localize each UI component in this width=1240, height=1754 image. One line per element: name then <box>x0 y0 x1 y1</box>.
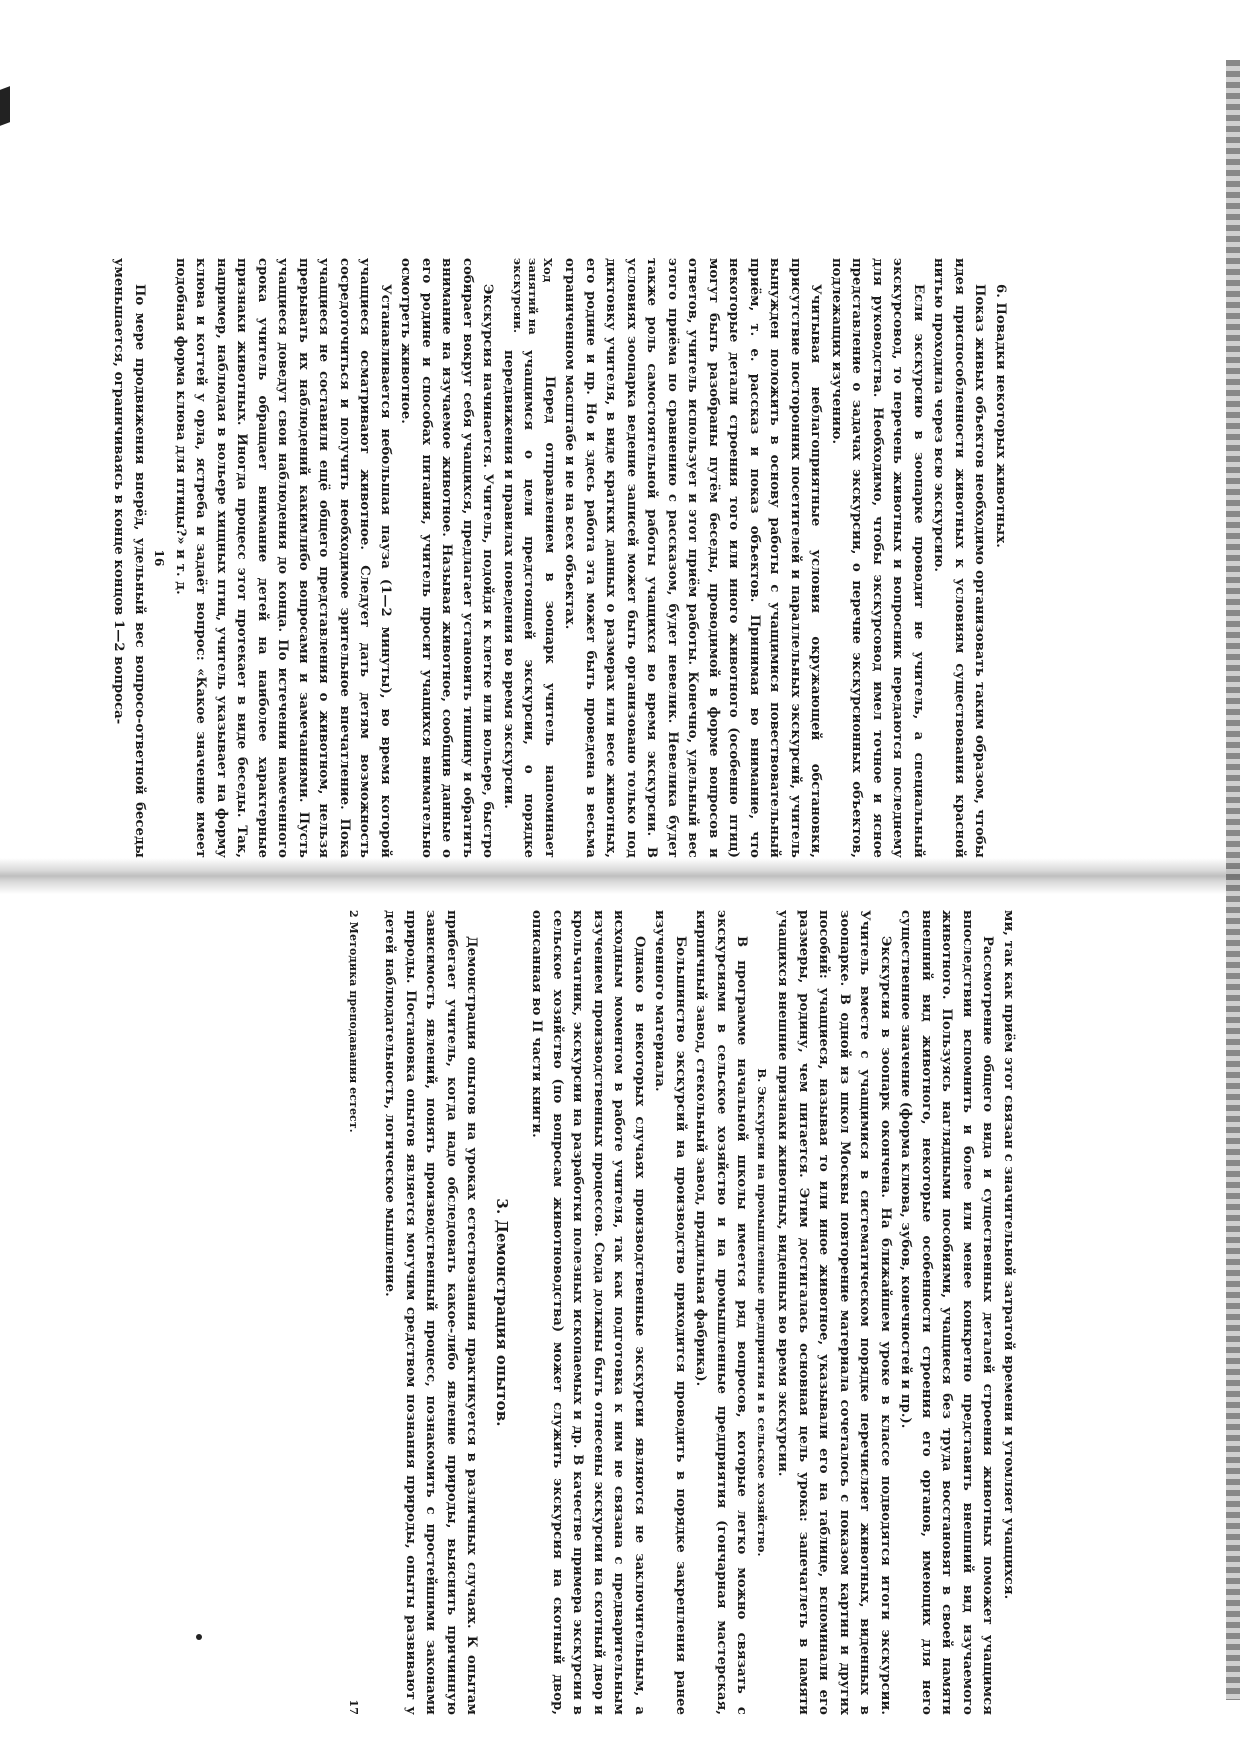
paragraph: Устанавливается небольшая пауза (1—2 минуты), во время которой учащиеся осматривают животное. Следует дать детям возможность сосредоточиться и получить необходимое зрительное впечатление. Пока учащиеся не составили ещё общего представления о животном, нельзя прерывать их наблюдений какимлибо вопросами и замечаниями. Пусть учащиеся доведут свои наблюдения до конца. По истечении намеченного срока учитель обращает внимание детей на наиболее характерные признаки животных. Иногда процесс этот протекает в виде беседы. Так, например, наблюдая в вольере хищных птиц, учитель указывает на форму клюва и когтей у орла, ястреба и задаёт вопрос: «Какое значение имеет подобная форма клюва для птицы?» и т. д. <box>173 258 393 858</box>
paragraph: Рассмотрение общего вида и существенных деталей строения животных поможет учащимся впоследствии вспомнить и более или менее конкретно представить внешний вид изучаемого животного. Пользуясь наглядными пособиями, учащиеся без труда восстановят в своей памяти внешний вид животного, некоторые особенности строения его органов, имеющих для него существенное значение (форма клюва, зубов, конечностей и пр.). <box>898 910 996 1715</box>
section-heading-6: 6. Повадки некоторых животных. <box>993 284 1008 548</box>
paragraph: Большинство экскурсий на производство приходится проводить в порядке закрепления ранее изученного материала. <box>652 910 688 1715</box>
section-heading-b: В. Экскурсии на промышленные предприятия и в сельское хозяйство. <box>755 1068 769 1557</box>
page-16-text <box>108 258 1010 858</box>
scan-edge-noise <box>1226 60 1240 1700</box>
paragraph: В программе начальной школы имеется ряд вопросов, которые легко можно связать с экскурсиями в сельское хозяйство и на промышленные предприятия (гончарная мастерская, кирпичный завод, стекольный завод, прядильная фабрика). <box>693 910 750 1715</box>
scan-mark <box>0 86 10 126</box>
paragraph: Экскурсия в зоопарк окончена. На ближайшем уроке в классе подводятся итоги экскурсии. Учитель вместе с учащимися в систематическом порядке перечисляет животных, виденных в зоопарке. В одной из школ Москвы повторение материала сочеталось с показом картин и других пособий: учащиеся, называя то или иное животное, указывали его на таблице, вспоминали его размеры, родину, чем питается. Этим достигалась основная цель урока: запечатлеть в памяти учащихся внешние признаки животных, виденных во время экскурсии. <box>775 910 893 1715</box>
page-17 <box>176 910 1018 1715</box>
paragraph: Однако в некоторых случаях производственные экскурсии являются не заключительным, а исходным моментом в работе учителя, так как подготовка к ним не связана с предварительным изучением производственных процессов. Сюда должны быть отнесены экскурсии на скотный двор и крольчатник, экскурсии на разработки полезных ископаемых и др. В качестве примера экскурсии в сельское хозяйство (по вопросам животноводства) может служить экскурсия на скотный двор, описанная во II части книги. <box>529 910 647 1715</box>
section-heading-3: 3. Демонстрация опытов. <box>493 1198 511 1427</box>
page-gutter-shadow <box>0 858 1240 894</box>
paragraph: Экскурсия начинается. Учитель, подойдя к клетке или вольере, быстро собирает вокруг себя учащихся, предлагает установить тишину и обратить внимание на изучаемое животное. Называя животное, сообщив данные о его родине и способах питания, учитель просит учащихся внимательно осмотреть животное. <box>398 258 496 858</box>
page-number: 17 <box>347 1699 360 1715</box>
paragraph: Если экскурсию в зоопарке проводит не учитель, а специальный экскурсовод, то перечень животных и вопросник передаются последнему для руководства. Необходимо, чтобы экскурсовод имел точное и ясное представление о задачах экскурсии, о перечне экскурсионных объектов, подлежащих изучению. <box>829 258 926 858</box>
page-16 <box>111 258 1010 858</box>
paragraph: ми, так как приём этот связан с значительной затратой времени и утомляет учащихся. <box>1001 910 1016 1600</box>
paragraph: По мере продвижения вперёд, удельный вес вопросо-ответной беседы уменьшается, ограничиваясь в конце концов 1—2 вопроса- <box>111 258 147 858</box>
footer-signature: 2 Методика преподавания естест. <box>347 910 360 1133</box>
page-footer <box>343 910 364 1715</box>
paragraph: Перед отправлением в зоопарк учитель напоминает учащимся о цели предстоящей экскурсии, о порядке передвижения и правилах поведения во время экскурсии. <box>501 350 557 858</box>
page-17-text <box>343 910 1019 1715</box>
paragraph: Показ живых объектов необходимо организовать таким образом, чтобы идея приспособленности животных к условиям существования красной нитью проходила через всю экскурсию. <box>931 258 988 858</box>
paragraph: Демонстрация опытов на уроках естествознания практикуется в различных случаях. К опытам прибегает учитель, когда надо обследовать какое-либо явление природы, выяснить причинную зависимость явлений, понять производственный процесс, познакомить с простейшими законами природы. Постановка опытов является могучим средством познания природы, опыты развивают у детей наблюдательность, логическое мышление. <box>382 910 480 1715</box>
page-number: 16 <box>152 549 167 567</box>
paragraph: Учитывая неблагоприятные условия окружающей обстановки, присутствие посторонних посетителей и параллельных экскурсий, учитель вынужден положить в основу работы с учащимися повествовательный приём, т. е. рассказ и показ объектов. Принимая во внимание, что некоторые детали строения того или иного животного (особенно птиц) могут быть разобраны путём беседы, проводимой в форме вопросов и ответов, учитель использует и этот приём работы. Конечно, удельный вес этого приёма по сравнению с рассказом, будет невелик. Невелика будет также роль самостоятельной работы учащихся во время экскурсии. В условиях зоопарка ведение записей может быть организовано только под диктовку учителя, в виде кратких данных о размерах или весе животных, его родине и пр. Но и здесь работа эта может быть проведена в весьма ограниченном масштабе и не на всех объектах. <box>562 258 824 858</box>
sidenote-lesson-course: Ход занятий на экскурсии. <box>511 258 555 335</box>
